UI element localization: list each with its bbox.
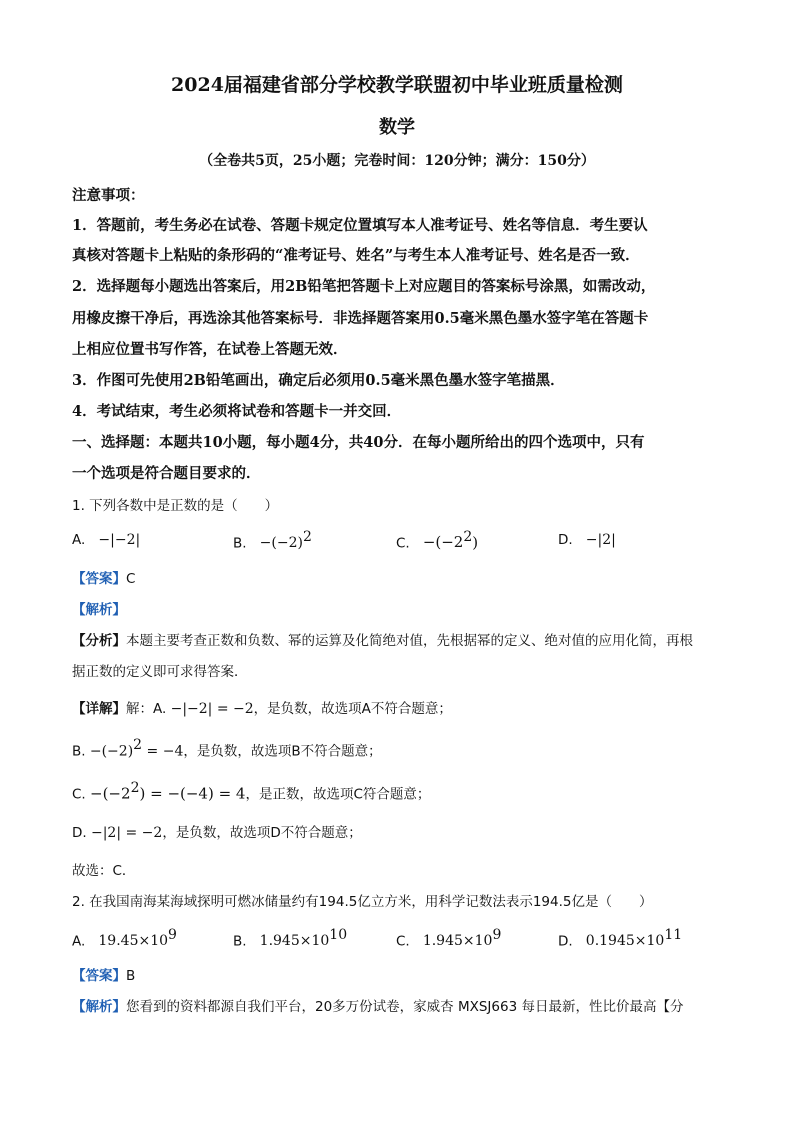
- option-math: −(−2: [422, 533, 464, 552]
- q2-option-c: [396, 927, 501, 949]
- option-exponent: 9: [168, 927, 177, 943]
- analysis-tag: 【解析】: [72, 602, 126, 618]
- option-math: 19.45×10: [98, 933, 169, 950]
- option-math-close: ): [472, 533, 479, 552]
- subject-title: 数学: [379, 117, 415, 138]
- analysis-tag: 【解析】: [72, 999, 126, 1015]
- detail-text: B.: [72, 743, 90, 760]
- q1-detail-c: [72, 780, 430, 802]
- answer-value: C: [126, 571, 136, 587]
- detail-math: −(−2: [90, 784, 131, 803]
- q1-fenxi-cont: 据正数的定义即可求得答案．: [72, 664, 248, 680]
- q1-option-a: [72, 529, 140, 548]
- notice-line: 用橡皮擦干净后，再选涂其他答案标号．非选择题答案用0.5毫米黑色墨水签字笔在答题卡: [72, 310, 649, 327]
- answer-tag: 【答案】: [72, 571, 126, 587]
- fenxi-text: 本题主要考查正数和负数、幂的运算及化简绝对值，先根据幂的定义、绝对值的应用化简，再根: [126, 633, 693, 649]
- detail-text: C.: [72, 786, 91, 803]
- detail-text: ，是负数，故选项A不符合题意；: [253, 701, 452, 717]
- q1-fenxi: [72, 629, 693, 649]
- answer-tag: 【答案】: [72, 968, 126, 984]
- notice-line: 3．作图可先使用2B铅笔画出，确定后必须用0.5毫米黑色墨水签字笔描黑．: [72, 372, 565, 389]
- option-label: C.: [396, 933, 410, 950]
- exam-meta: （全卷共5页，25小题；完卷时间：120分钟；满分：150分）: [199, 153, 595, 169]
- detail-exponent: 2: [130, 780, 140, 796]
- option-exponent: 2: [302, 529, 312, 545]
- q1-answer: [72, 567, 135, 587]
- detail-text: ，是负数，故选项B不符合题意；: [183, 743, 382, 760]
- detail-tag: 【详解】: [72, 701, 126, 717]
- option-math: −|−2|: [98, 532, 141, 548]
- option-math: −|2|: [585, 532, 616, 548]
- q2-option-d: [558, 927, 682, 949]
- q2-analysis: [72, 995, 683, 1015]
- q1-detail-b: [72, 737, 382, 759]
- q1-option-c: [396, 529, 478, 551]
- option-exponent: 10: [329, 927, 348, 943]
- option-label: A.: [72, 532, 86, 548]
- option-math: −(−2): [259, 535, 303, 552]
- detail-math: ) = −(−4) = 4: [139, 784, 246, 803]
- q2-option-b: [233, 927, 347, 949]
- detail-text: ，是负数，故选项D不符合题意；: [162, 825, 362, 841]
- detail-math: −|−2| = −2: [170, 701, 254, 717]
- option-math: 0.1945×10: [585, 933, 665, 950]
- detail-exponent: 2: [133, 737, 143, 753]
- option-exponent: 2: [463, 529, 473, 545]
- q2-answer: [72, 964, 135, 984]
- detail-text: ，是正数，故选项C符合题意；: [245, 786, 431, 803]
- option-math: 1.945×10: [259, 933, 330, 950]
- q1-option-b: [233, 529, 312, 551]
- option-math: 1.945×10: [422, 933, 493, 950]
- q1-conclusion: 故选：C．: [72, 863, 136, 879]
- option-label: D.: [558, 532, 573, 548]
- q1-analysis-heading: [72, 598, 126, 618]
- q1-detail-d: [72, 821, 362, 841]
- detail-math: −|2| = −2: [90, 825, 163, 841]
- q1-detail-a: [72, 697, 452, 717]
- detail-text: D.: [72, 825, 91, 841]
- detail-text: 解：A.: [126, 701, 171, 717]
- option-label: A.: [72, 933, 86, 950]
- answer-value: B: [126, 968, 136, 984]
- notice-line: 上相应位置书写作答，在试卷上答题无效．: [72, 341, 348, 358]
- option-label: B.: [233, 535, 247, 552]
- option-label: C.: [396, 535, 410, 552]
- option-label: B.: [233, 933, 247, 950]
- notice-line: 真核对答题卡上粘贴的条形码的“准考证号、姓名”与考生本人准考证号、姓名是否一致．: [72, 247, 640, 264]
- notice-heading: 注意事项：: [72, 187, 145, 204]
- notice-line: 1．答题前，考生务必在试卷、答题卡规定位置填写本人准考证号、姓名等信息．考生要认: [72, 217, 648, 234]
- notice-line: 2．选择题每小题选出答案后，用2B铅笔把答题卡上对应题目的答案标号涂黑，如需改动，: [72, 278, 656, 295]
- q1-option-d: [558, 529, 616, 548]
- exam-title: 2024届福建省部分学校教学联盟初中毕业班质量检测: [171, 74, 623, 96]
- notice-line: 4．考试结束，考生必须将试卷和答题卡一并交回．: [72, 403, 402, 420]
- detail-math: −(−2): [89, 743, 134, 760]
- section-heading-cont: 一个选项是符合题目要求的．: [72, 465, 261, 482]
- option-label: D.: [558, 933, 573, 950]
- question-1-stem: 1. 下列各数中是正数的是（ ）: [72, 498, 279, 514]
- question-2-stem: 2. 在我国南海某海域探明可燃冰储量约有194.5亿立方米，用科学记数法表示194.5亿是（ ）: [72, 894, 653, 910]
- detail-math: = −4: [142, 743, 184, 760]
- fenxi-tag: 【分析】: [72, 633, 126, 649]
- option-exponent: 11: [664, 927, 683, 943]
- analysis-text: 您看到的资料都源自我们平台，20多万份试卷，家威杏 MXSJ663 每日最新，性比价最高【分: [126, 999, 684, 1015]
- q2-option-a: [72, 927, 177, 949]
- section-heading: 一、选择题：本题共10小题，每小题4分，共40分．在每小题所给出的四个选项中，只有: [72, 434, 645, 451]
- option-exponent: 9: [492, 927, 502, 943]
